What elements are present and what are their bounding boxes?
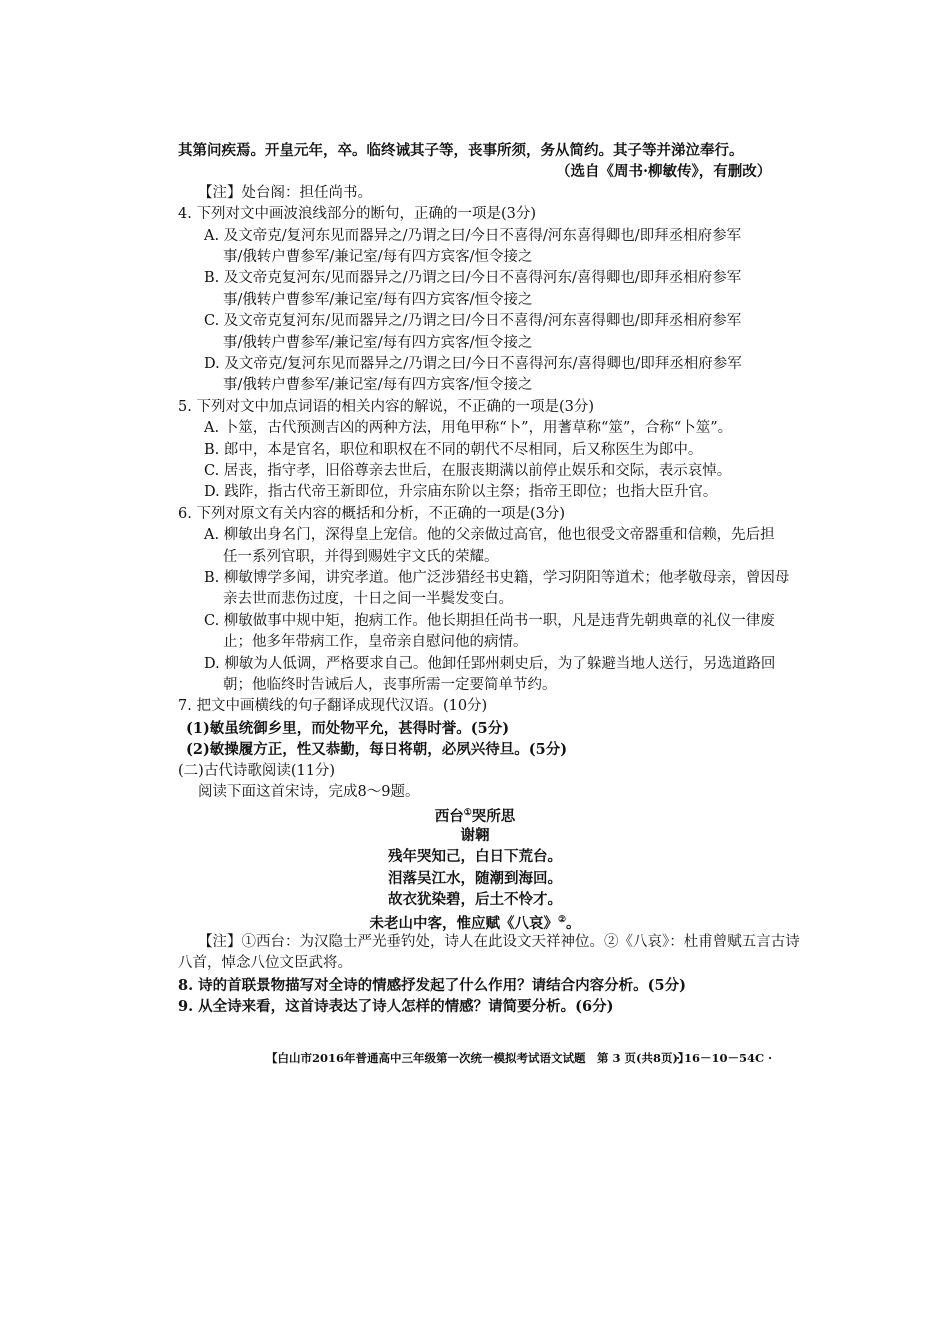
q6-option-b-cont: 亲去世而悲伤过度，十日之间一半鬓发变白。 [223, 591, 513, 607]
poem-title: 西台①哭所思 [434, 807, 516, 825]
q6-option-a: A. 柳敏出身名门，深得皇上宠信。他的父亲做过高官，他也很受文帝器重和信赖，先后担 [204, 527, 775, 543]
q4-option-c: C. 及文帝克复河东/见而器异之/乃谓之曰/今日不喜得/河东喜得卿也/即拜丞相府参军 [204, 313, 742, 329]
section-2-title: (二)古代诗歌阅读(11分) [178, 763, 336, 779]
footer-title: 【白山市2016年普通高中三年级第一次统一模拟考试语文试题 第 3 页(共8页)】 [266, 1051, 690, 1065]
poem-line-4: 未老山中客，惟应赋《八哀》②。 [369, 914, 581, 932]
q4-option-d-cont: 事/俄转户曹参军/兼记室/每有四方宾客/恒令接之 [223, 377, 533, 393]
poem-line-1: 残年哭知己，白日下荒台。 [388, 848, 562, 865]
q6-option-c: C. 柳敏做事中规中矩，抱病工作。他长期担任尚书一职，凡是违背先朝典章的礼仪一律废 [204, 613, 775, 629]
passage-source: （选自《周书·柳敏传》，有删改） [556, 163, 772, 180]
question-4-stem: 4. 下列对文中画波浪线部分的断句，正确的一项是(3分) [178, 206, 536, 222]
section-2-instruction: 阅读下面这首宋诗，完成8～9题。 [198, 784, 420, 800]
question-7-stem: 7. 把文中画横线的句子翻译成现代汉语。(10分) [178, 698, 488, 714]
q6-option-b: B. 柳敏博学多闻，讲究孝道。他广泛涉猎经书史籍，学习阴阳等道术；他孝敬母亲，曾因母 [204, 570, 790, 586]
question-9: 9. 从全诗来看，这首诗表达了诗人怎样的情感？请简要分析。(6分) [178, 998, 614, 1015]
q4-option-a-cont: 事/俄转户曹参军/兼记室/每有四方宾客/恒令接之 [223, 249, 533, 265]
q5-option-d: D. 践阼，指古代帝王新即位，升宗庙东阶以主祭；指帝王即位；也指大臣升官。 [204, 484, 718, 500]
passage-line: 其第问疾焉。开皇元年，卒。临终诫其子等，丧事所须，务从简约。其子等并涕泣奉行。 [178, 142, 744, 159]
q6-option-a-cont: 任一系列官职，并得到赐姓宇文氏的荣耀。 [223, 549, 499, 565]
q4-option-b-cont: 事/俄转户曹参军/兼记室/每有四方宾客/恒令接之 [223, 292, 533, 308]
poem-note: 【注】①西台：为汉隐士严光垂钓处，诗人在此设文天祥神位。②《八哀》：杜甫曾赋五言古诗 [198, 934, 800, 950]
q6-option-d: D. 柳敏为人低调，严格要求自己。他卸任郢州刺史后，为了躲避当地人送行，另选道路回 [204, 656, 776, 672]
q4-option-a: A. 及文帝克/复河东见而器异之/乃谓之曰/今日不喜得/河东喜得卿也/即拜丞相府参军 [204, 228, 742, 244]
poem-author: 谢翱 [460, 827, 490, 844]
q4-option-c-cont: 事/俄转户曹参军/兼记室/每有四方宾客/恒令接之 [223, 335, 533, 351]
poem-note-cont: 八首，悼念八位文臣武将。 [178, 955, 352, 971]
question-5-stem: 5. 下列对文中加点词语的相关内容的解说，不正确的一项是(3分) [178, 399, 594, 415]
q7-sentence-1: (1)敏虽统御乡里，而处物平允，甚得时誉。(5分) [186, 720, 510, 737]
q5-option-a: A. 卜筮，古代预测吉凶的两种方法，用龟甲称“卜”，用蓍草称“筮”，合称“卜筮”。 [204, 420, 733, 436]
q4-option-d: D. 及文帝克/复河东见而器异之/乃谓之曰/今日不喜得河东/喜得卿也/即拜丞相府参军 [204, 356, 742, 372]
q7-sentence-2: (2)敏操履方正，性又恭勤，每日将朝，必夙兴待旦。(5分) [186, 741, 568, 758]
q6-option-c-cont: 止；他多年带病工作，皇帝亲自慰问他的病情。 [223, 634, 528, 650]
poem-line-2: 泪落吴江水，随潮到海回。 [388, 870, 562, 887]
poem-line-3: 故衣犹染碧，后土不怜才。 [388, 891, 562, 908]
question-8: 8. 诗的首联景物描写对全诗的情感抒发起了什么作用？请结合内容分析。(5分) [178, 977, 686, 994]
question-6-stem: 6. 下列对原文有关内容的概括和分析，不正确的一项是(3分) [178, 506, 565, 522]
passage-note: 【注】处台阁：担任尚书。 [198, 185, 372, 201]
footer-code: · 16－10－54C · [676, 1051, 773, 1065]
q5-option-b: B. 郎中，本是官名，职位和职权在不同的朝代不尽相同，后又称医生为郎中。 [204, 442, 703, 458]
q4-option-b: B. 及文帝克复河东/见而器异之/乃谓之曰/今日不喜得河东/喜得卿也/即拜丞相府参军 [204, 270, 742, 286]
q6-option-d-cont: 朝；他临终时告诫后人，丧事所需一定要简单节约。 [223, 677, 557, 693]
q5-option-c: C. 居丧，指守孝，旧俗尊亲去世后，在服丧期满以前停止娱乐和交际，表示哀悼。 [204, 463, 732, 479]
